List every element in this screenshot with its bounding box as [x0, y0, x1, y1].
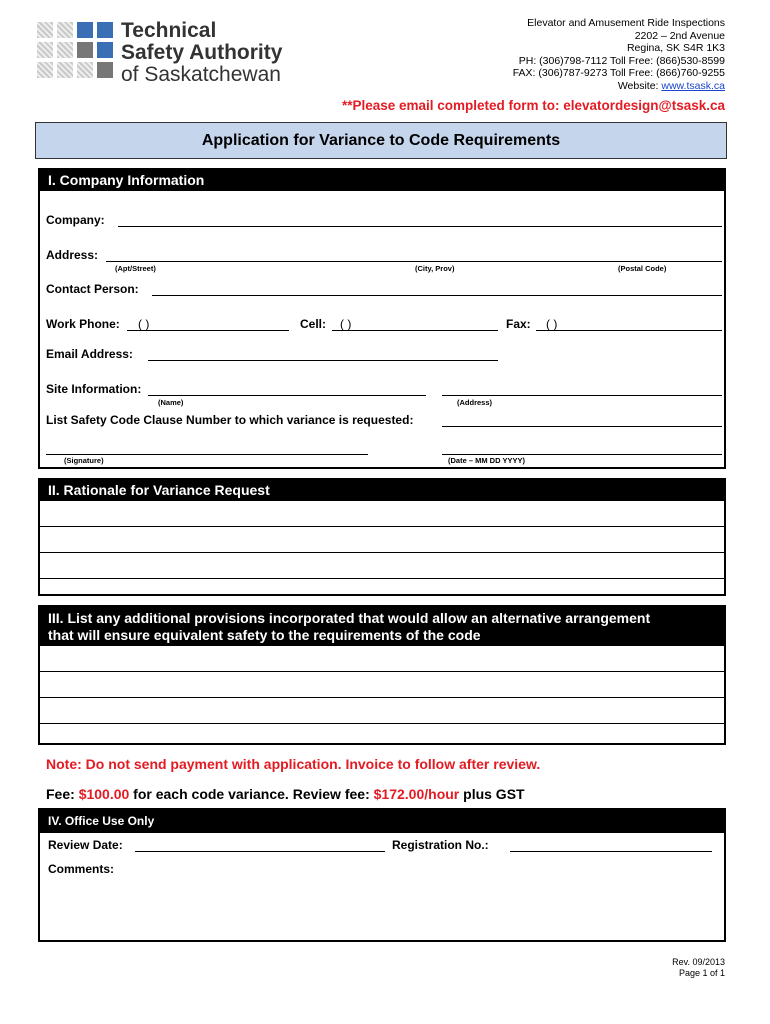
contact-person-field[interactable] — [152, 295, 722, 296]
email-instruction: **Please email completed form to: elevatordesign@tsask.ca — [341, 98, 725, 113]
address-field[interactable] — [106, 261, 722, 262]
apt-street-hint: (Apt/Street) — [115, 264, 156, 273]
review-date-label: Review Date: — [48, 838, 123, 852]
work-phone-label: Work Phone: — [46, 317, 120, 331]
company-field[interactable] — [118, 226, 722, 227]
address-line-1: Elevator and Amusement Ride Inspections — [527, 17, 725, 29]
email-address-field[interactable] — [148, 360, 498, 361]
date-field[interactable] — [442, 454, 722, 455]
clause-number-label: List Safety Code Clause Number to which variance is requested: — [46, 413, 414, 427]
section-rationale — [38, 478, 726, 596]
footer — [672, 957, 725, 979]
revision-label: Rev. 09/2013 — [672, 957, 725, 967]
city-prov-hint: (City, Prov) — [415, 264, 455, 273]
review-fee-amount: $172.00/hour — [373, 786, 460, 802]
contact-address-block — [513, 17, 725, 93]
website-link[interactable]: www.tsask.ca — [661, 79, 725, 92]
section-additional-provisions — [38, 605, 726, 745]
registration-number-field[interactable] — [510, 851, 712, 852]
logo-line-1: Technical — [121, 19, 217, 42]
contact-person-label: Contact Person: — [46, 282, 139, 296]
form-title: Application for Variance to Code Requirements — [35, 122, 727, 159]
organization-logo-text — [121, 20, 282, 86]
fax-line: FAX: (306)787-9273 Toll Free: (866)760-9255 — [512, 67, 725, 80]
site-information-label: Site Information: — [46, 382, 142, 396]
date-hint: (Date – MM DD YYYY) — [448, 456, 525, 465]
site-name-hint: (Name) — [158, 398, 184, 407]
fax-field[interactable] — [536, 330, 722, 331]
review-date-field[interactable] — [135, 851, 385, 852]
site-name-field[interactable] — [148, 395, 426, 396]
fee-line — [46, 786, 525, 802]
section-2-heading: II. Rationale for Variance Request — [40, 480, 724, 501]
work-phone-area-code: ( ) — [138, 317, 150, 331]
logo-line-2: Safety Authority — [121, 41, 283, 64]
logo-mark — [37, 22, 113, 78]
section-3-heading-line-1: III. List any additional provisions incorporated that would allow an alternative arrangement — [48, 610, 651, 626]
address-line-3: Regina, SK S4R 1K3 — [626, 42, 725, 55]
address-label: Address: — [46, 248, 99, 262]
section-3-heading-line-2: that will ensure equivalent safety to the requirements of the code — [48, 627, 481, 643]
provisions-line[interactable] — [40, 698, 724, 724]
section-4-heading: IV. Office Use Only — [40, 810, 724, 833]
provisions-line[interactable] — [40, 724, 724, 750]
site-address-field[interactable] — [442, 395, 722, 396]
address-line-2: 2202 – 2nd Avenue — [634, 29, 725, 42]
website-label: Website: — [617, 79, 662, 92]
signature-field[interactable] — [46, 454, 368, 455]
rationale-line[interactable] — [40, 501, 724, 527]
rationale-lines[interactable] — [40, 501, 724, 605]
fee-amount: $100.00 — [78, 786, 130, 802]
section-1-heading: I. Company Information — [40, 170, 724, 191]
fax-area-code: ( ) — [546, 317, 558, 331]
fee-middle: for each code variance. Review fee: — [129, 786, 374, 802]
comments-label: Comments: — [48, 862, 115, 876]
section-3-heading — [40, 607, 724, 646]
rationale-line[interactable] — [40, 553, 724, 579]
payment-note: Note: Do not send payment with application. Invoice to follow after review. — [46, 756, 541, 772]
phone-line: PH: (306)798-7112 Toll Free: (866)530-8599 — [518, 54, 725, 67]
registration-number-label: Registration No.: — [392, 838, 489, 852]
postal-code-hint: (Postal Code) — [618, 264, 667, 273]
email-address-label: Email Address: — [46, 347, 133, 361]
cell-label: Cell: — [300, 317, 327, 331]
page-number: Page 1 of 1 — [678, 968, 725, 978]
cell-area-code: ( ) — [340, 317, 352, 331]
rationale-line[interactable] — [40, 579, 724, 605]
provisions-line[interactable] — [40, 646, 724, 672]
clause-number-field[interactable] — [442, 426, 722, 427]
signature-hint: (Signature) — [64, 456, 104, 465]
rationale-line[interactable] — [40, 527, 724, 553]
company-label: Company: — [46, 213, 105, 227]
provisions-lines[interactable] — [40, 646, 724, 750]
website-line — [513, 80, 725, 93]
site-address-hint: (Address) — [457, 398, 493, 407]
work-phone-field[interactable] — [127, 330, 289, 331]
fax-label: Fax: — [506, 317, 531, 331]
fee-end: plus GST — [459, 786, 525, 802]
cell-field[interactable] — [332, 330, 498, 331]
provisions-line[interactable] — [40, 672, 724, 698]
section-office-use — [38, 808, 726, 942]
logo-line-3: of Saskatchewan — [121, 63, 281, 86]
fee-label: Fee: — [46, 786, 79, 802]
